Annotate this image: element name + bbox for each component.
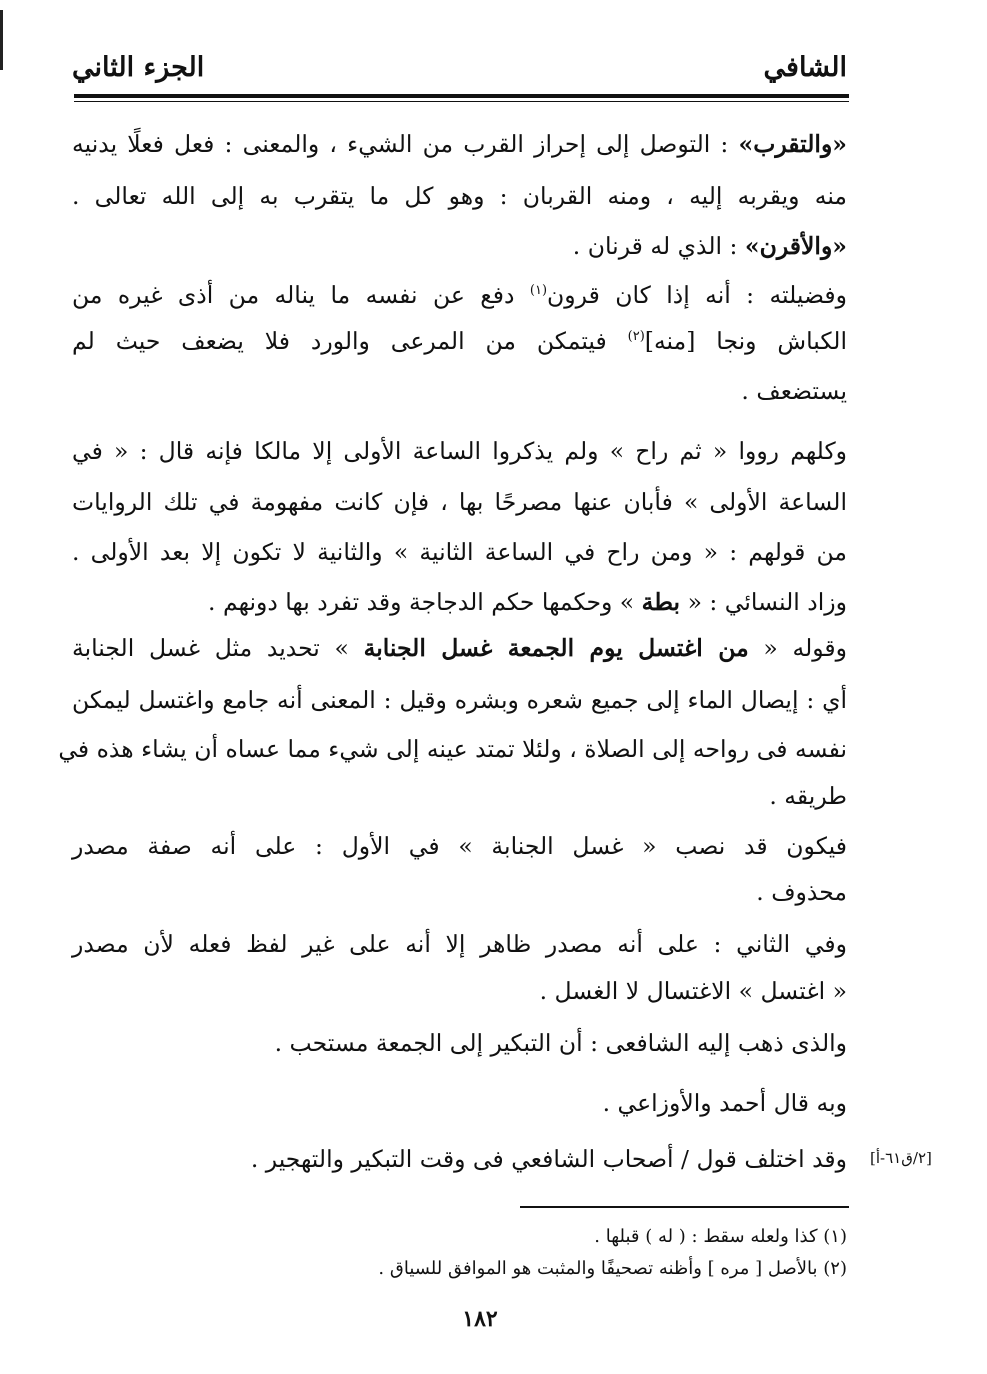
header-rule-thin [74,101,849,102]
header-rule-thick [74,94,849,98]
manuscript-folio-ref: [٢/ق٦١-أ] [870,1149,932,1167]
term-batta: بطة [641,588,681,616]
footnote-ref-1: (١) [529,283,548,299]
hadith-quote: من اغتسل يوم الجمعة غسل الجنابة [363,634,749,662]
text-line-12: أي : إيصال الماء إلى جميع شعره وبشره وقيل : المعنى أنه جامع واغتسل ليمكن [72,686,847,714]
text-line-5: الكباش ونجا [منه]$^{(٢)}$ فيتمكن من المرعى والورد فلا يضعف حيث لم [72,327,847,355]
text-line-17: وفي الثاني : على أنه مصدر ظاهر إلا أنه على غير لفظ فعله لأن مصدر [72,930,847,958]
running-header-right: الشافي [763,52,847,83]
footnote-ref-2: (٢) [627,329,645,345]
scan-edge-mark [0,10,3,70]
text-line-11: وقوله « من اغتسل يوم الجمعة غسل الجنابة » تحديد مثل غسل الجنابة [72,634,847,662]
text-line-7: وكلهم رووا « ثم راح » ولم يذكروا الساعة الأولى إلا مالكا فإنه قال : « في [72,437,847,465]
term-taqarrub: «والتقرب» [738,130,847,158]
text-line-2: منه ويقربه إليه ، ومنه القربان : وهو كل ما يتقرب به إلى الله تعالى . [72,182,847,210]
footnote-2: (٢) بالأصل [ مره ] وأظنه تصحيفًا والمثبت هو الموافق للسياق . [378,1258,847,1279]
text-line-6: يستضعف . [741,377,847,405]
text-line-16: محذوف . [756,878,847,906]
page-number: ١٨٢ [462,1306,498,1332]
text-line-9: من قولهم : « ومن راح في الساعة الثانية » والثانية لا تكون إلا بعد الأولى . [72,538,847,566]
text-line-13: نفسه فى رواحه إلى الصلاة ، ولئلا تمتد عينه إلى شيء مما عساه أن يشاء هذه في [58,735,847,763]
term-aqran: «والأقرن» [744,232,847,260]
text-line-3: «والأقرن» : الذي له قرنان . [572,232,847,260]
text-line-10: وزاد النسائي : « بطة » وحكمها حكم الدجاجة وقد تفرد بها دونهم . [208,588,847,616]
text-line-4: وفضيلته : أنه إذا كان قرون$^{(١)}$ دفع عن نفسه ما يناله من أذى غيره من [72,281,847,309]
text-line-14: طريقه . [769,782,847,810]
text-line-20: وبه قال أحمد والأوزاعي . [602,1089,847,1117]
text-line-1: «والتقرب» : التوصل إلى إحراز القرب من الشيء ، والمعنى : فعل فعلًا يدنيه [72,130,847,158]
text-line-19: والذى ذهب إليه الشافعى : أن التبكير إلى الجمعة مستحب . [274,1029,847,1057]
running-header-left: الجزء الثاني [72,52,205,83]
text-line-8: الساعة الأولى » فأبان عنها مصرحًا بها ، فإن كانت مفهومة في تلك الروايات [72,488,847,516]
footnote-separator [520,1206,849,1208]
footnote-1: (١) كذا ولعله سقط : ( له ) قبلها . [594,1226,847,1247]
text-line-15: فيكون قد نصب « غسل الجنابة » في الأول : على أنه صفة مصدر [72,832,847,860]
text-line-21: وقد اختلف قول / أصحاب الشافعي فى وقت التبكير والتهجير . [250,1145,847,1173]
text-line-18: « اغتسل » الاغتسال لا الغسل . [539,977,847,1005]
